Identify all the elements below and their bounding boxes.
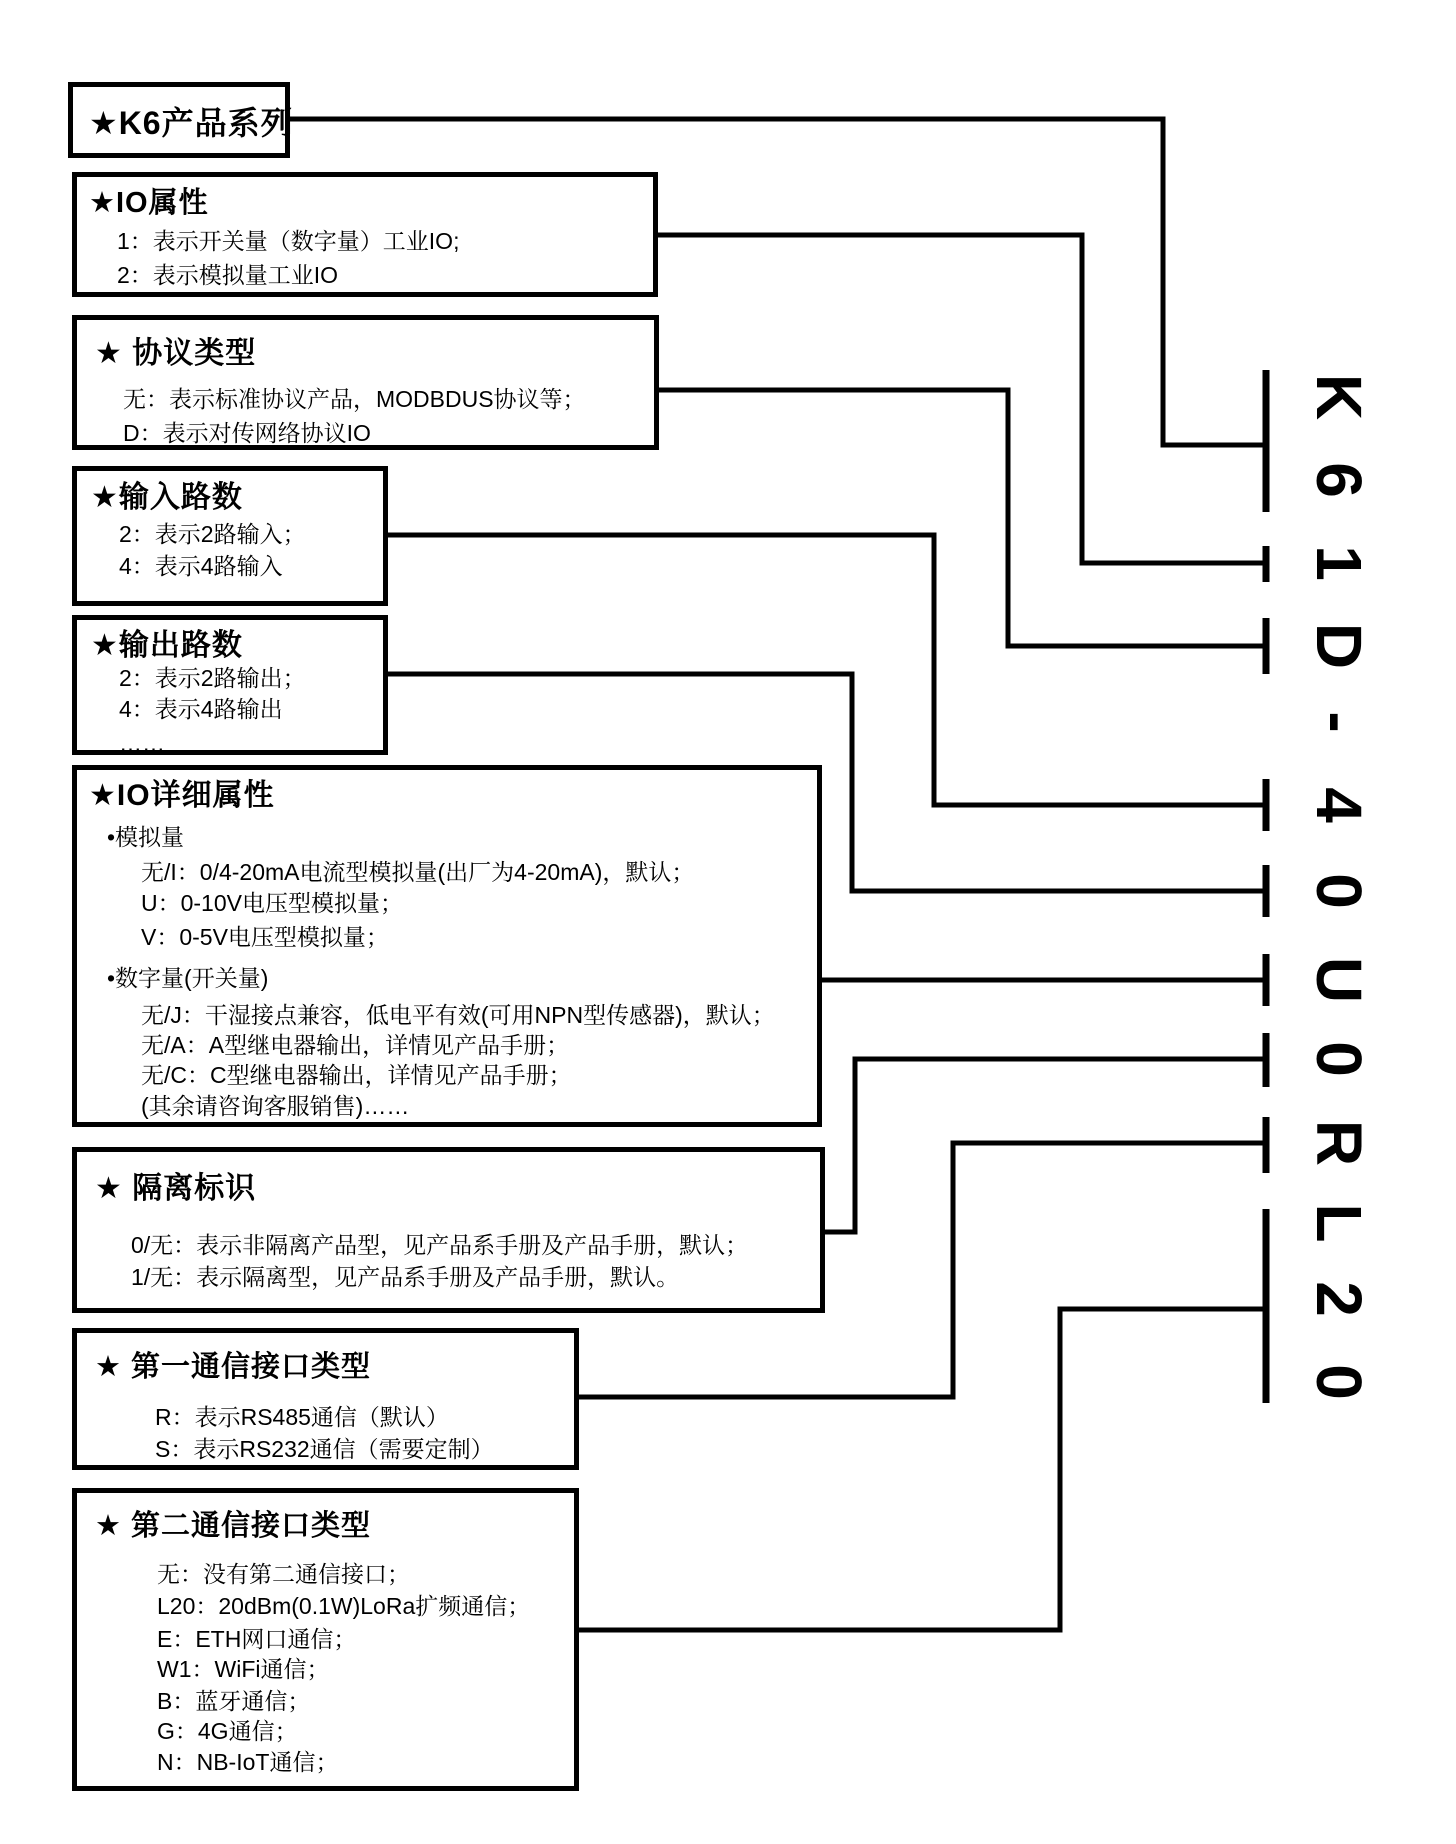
box-line: 无：没有第二通信接口； <box>157 1561 410 1587</box>
connector-protocol-type <box>659 390 1266 646</box>
box-line: W1：WiFi通信； <box>157 1656 330 1682</box>
connector-io-attribute <box>658 235 1266 563</box>
box-line: 无/A：A型继电器输出，详情见产品手册； <box>141 1032 570 1058</box>
product-code-char: 1 <box>1303 545 1375 581</box>
product-code-char: 0 <box>1303 1041 1375 1077</box>
box-line: E：ETH网口通信； <box>157 1626 357 1652</box>
product-code-char: 0 <box>1303 1364 1375 1400</box>
box-title: ★ 第二通信接口类型 <box>95 1510 372 1542</box>
box-second-comm-interface <box>72 1488 579 1791</box>
product-code-char: 4 <box>1303 787 1375 823</box>
box-k6-series <box>68 82 294 158</box>
box-title: ★IO详细属性 <box>89 779 275 812</box>
box-line: B：蓝牙通信； <box>157 1688 311 1714</box>
product-code-char: 2 <box>1303 1281 1375 1317</box>
box-line: •数字量(开关量) <box>107 965 269 991</box>
product-code-char: D <box>1303 622 1375 670</box>
box-line: 4：表示4路输入 <box>119 553 283 579</box>
box-first-comm-interface <box>72 1328 579 1470</box>
box-title: ★K6产品系列 <box>89 105 294 141</box>
product-code-char: L <box>1303 1203 1375 1243</box>
box-line: 2：表示2路输入； <box>119 521 306 547</box>
box-input-channels <box>72 466 388 609</box>
box-line: G：4G通信； <box>157 1718 298 1744</box>
product-code-char: 6 <box>1303 462 1375 498</box>
box-output-channels <box>72 615 388 755</box>
box-line: L20：20dBm(0.1W)LoRa扩频通信； <box>157 1593 531 1619</box>
product-code-char: K <box>1303 373 1375 421</box>
box-line: 无/C：C型继电器输出，详情见产品手册； <box>141 1062 572 1088</box>
box-line: •模拟量 <box>107 824 185 850</box>
box-line: 2：表示模拟量工业IO <box>117 262 339 288</box>
box-title: ★输出路数 <box>91 629 243 662</box>
box-line: (其余请咨询客服销售)…… <box>141 1093 410 1119</box>
box-line: N：NB-IoT通信； <box>157 1749 339 1775</box>
box-line: 0/无：表示非隔离产品型，见产品系手册及产品手册，默认； <box>131 1232 749 1258</box>
box-line: V：0-5V电压型模拟量； <box>141 924 389 950</box>
box-io-detail-attribute <box>72 765 822 1127</box>
box-title: ★ 协议类型 <box>95 337 257 370</box>
product-code-char: R <box>1303 1119 1375 1167</box>
product-code-char: 0 <box>1303 873 1375 909</box>
box-line: D：表示对传网络协议IO <box>123 420 371 446</box>
box-title: ★ 第一通信接口类型 <box>95 1351 372 1383</box>
box-line: …… <box>119 583 165 609</box>
box-title: ★ 隔离标识 <box>95 1172 257 1205</box>
box-line: R：表示RS485通信（默认） <box>155 1404 449 1430</box>
product-code-char: U <box>1303 956 1375 1004</box>
box-title: ★IO属性 <box>89 187 209 219</box>
box-isolation-flag <box>72 1147 825 1313</box>
box-line: 2：表示2路输出； <box>119 665 306 691</box>
box-title: ★输入路数 <box>91 481 243 514</box>
box-line: 4：表示4路输出 <box>119 696 283 722</box>
box-line: …… <box>119 730 165 756</box>
box-line: U：0-10V电压型模拟量； <box>141 890 403 916</box>
box-protocol-type <box>72 315 659 450</box>
connector-second-comm-interface <box>579 1309 1266 1630</box>
box-line: 无：表示标准协议产品，MODBDUS协议等； <box>123 386 586 412</box>
box-line: 1/无：表示隔离型，见产品系手册及产品手册，默认。 <box>131 1264 680 1290</box>
box-line: 无/J：干湿接点兼容，低电平有效(可用NPN型传感器)，默认； <box>141 1002 775 1028</box>
box-line: 1：表示开关量（数字量）工业IO; <box>117 228 460 254</box>
product-code-char: - <box>1303 711 1375 733</box>
box-io-attribute <box>72 172 658 297</box>
box-line: 无/I：0/4-20mA电流型模拟量(出厂为4-20mA)，默认； <box>141 859 695 885</box>
box-line: S：表示RS232通信（需要定制） <box>155 1436 494 1462</box>
